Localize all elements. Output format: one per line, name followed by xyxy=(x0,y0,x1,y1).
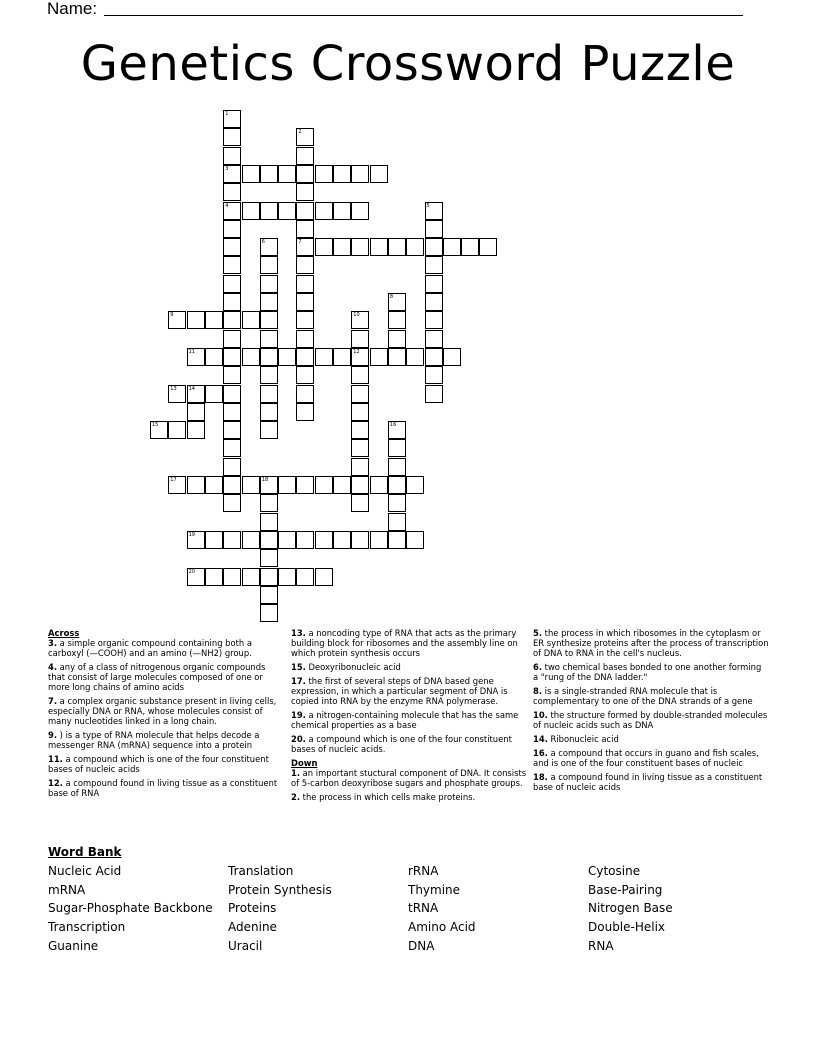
crossword-cell[interactable] xyxy=(150,421,168,439)
crossword-cell[interactable] xyxy=(425,293,443,311)
crossword-cell[interactable] xyxy=(425,220,443,238)
clue-text: Ribonucleic acid xyxy=(547,734,619,744)
word-bank-item: Transcription xyxy=(48,920,126,935)
crossword-cell[interactable] xyxy=(260,348,278,366)
clue-number: 18 xyxy=(261,477,269,483)
crossword-cell[interactable] xyxy=(296,183,314,201)
clue-number: 5. xyxy=(533,628,543,638)
crossword-cell[interactable] xyxy=(223,128,241,146)
crossword-cell[interactable] xyxy=(351,494,369,512)
crossword-cell[interactable] xyxy=(351,366,369,384)
name-label: Name: xyxy=(47,0,98,18)
word-bank-item: rRNA xyxy=(408,864,439,878)
crossword-cell[interactable] xyxy=(278,476,296,494)
clue-text: a compound found in living tissue as a constituent base of RNA xyxy=(48,778,278,798)
crossword-cell[interactable] xyxy=(461,238,479,256)
crossword-cell[interactable] xyxy=(223,256,241,274)
clue-number: 13 xyxy=(170,385,177,392)
clue-number: 19 xyxy=(188,531,195,538)
crossword-cell[interactable] xyxy=(260,238,278,256)
crossword-cell[interactable] xyxy=(168,385,186,403)
crossword-cell[interactable] xyxy=(296,220,314,238)
word-bank-item: Thymine xyxy=(408,882,461,897)
clues-column-3 xyxy=(533,628,769,796)
clue-text: a noncoding type of RNA that acts as the primary building block for ribosomes and the assembly line on which protein synthesis occurs xyxy=(291,628,518,658)
crossword-cell[interactable] xyxy=(296,403,314,421)
across-clue xyxy=(48,730,284,750)
crossword-cell[interactable] xyxy=(351,348,369,366)
clue-number: 18. xyxy=(533,772,548,782)
crossword-cell[interactable] xyxy=(333,238,351,256)
crossword-cell[interactable] xyxy=(425,330,443,348)
clue-number: 9. xyxy=(48,730,58,740)
crossword-cell[interactable] xyxy=(296,165,314,183)
crossword-cell[interactable] xyxy=(278,348,296,366)
crossword-cell[interactable] xyxy=(388,238,406,256)
clue-number: 3. xyxy=(48,638,58,648)
across-clue xyxy=(291,676,527,706)
crossword-cell[interactable] xyxy=(406,238,424,256)
clue-text: the process in which cells make proteins. xyxy=(300,792,476,802)
crossword-cell[interactable] xyxy=(315,165,333,183)
crossword-cell[interactable] xyxy=(351,531,369,549)
crossword-cell[interactable] xyxy=(223,147,241,165)
clue-text: a complex organic substance present in living cells, especially DNA or RNA, whose molecules consist of many nucleotides linked in a long chain. xyxy=(48,696,277,726)
crossword-cell[interactable] xyxy=(370,348,388,366)
clue-number: 10 xyxy=(353,312,360,319)
clue-number: 14. xyxy=(533,734,548,744)
crossword-cell[interactable] xyxy=(351,385,369,403)
crossword-cell[interactable] xyxy=(168,311,186,329)
crossword-cell[interactable] xyxy=(205,568,223,586)
crossword-cell[interactable] xyxy=(187,348,205,366)
word-bank-item: Amino Acid xyxy=(408,920,476,935)
clue-number: 12. xyxy=(48,778,63,788)
clue-number: 7 xyxy=(298,239,302,246)
word-bank-item: Nucleic Acid xyxy=(48,864,122,878)
across-clue xyxy=(291,662,527,672)
crossword-cell[interactable] xyxy=(187,421,205,439)
crossword-cell[interactable] xyxy=(351,311,369,329)
crossword-cell[interactable] xyxy=(260,165,278,183)
clue-text: the process in which ribosomes in the cytoplasm or ER synthesize proteins after the process of transcription of DNA to RNA in the cell's nucleus. xyxy=(533,628,769,658)
word-bank-item: DNA xyxy=(408,938,435,953)
crossword-cell[interactable] xyxy=(315,568,333,586)
down-clue xyxy=(291,792,527,802)
crossword-cell[interactable] xyxy=(315,348,333,366)
clue-number: 10. xyxy=(533,710,548,720)
crossword-cell[interactable] xyxy=(260,293,278,311)
crossword-cell[interactable] xyxy=(223,330,241,348)
crossword-cell[interactable] xyxy=(260,330,278,348)
crossword-cell[interactable] xyxy=(242,165,260,183)
clue-text: two chemical bases bonded to one another forming a "rung of the DNA ladder." xyxy=(533,662,762,682)
crossword-cell[interactable] xyxy=(351,421,369,439)
crossword-cell[interactable] xyxy=(388,476,406,494)
crossword-cell[interactable] xyxy=(315,202,333,220)
crossword-cell[interactable] xyxy=(187,403,205,421)
crossword-cell[interactable] xyxy=(223,421,241,439)
crossword-cell[interactable] xyxy=(425,275,443,293)
crossword-cell[interactable] xyxy=(187,476,205,494)
crossword-cell[interactable] xyxy=(296,568,314,586)
crossword-cell[interactable] xyxy=(278,531,296,549)
crossword-cell[interactable] xyxy=(333,348,351,366)
crossword-cell[interactable] xyxy=(242,476,260,494)
crossword-cell[interactable] xyxy=(351,202,369,220)
down-clue xyxy=(533,710,769,730)
crossword-cell[interactable] xyxy=(260,476,278,494)
crossword-cell[interactable] xyxy=(187,568,205,586)
crossword-cell[interactable] xyxy=(260,366,278,384)
word-bank-item: Guanine xyxy=(48,938,99,953)
crossword-cell[interactable] xyxy=(260,256,278,274)
crossword-cell[interactable] xyxy=(388,421,406,439)
word-bank-item: RNA xyxy=(588,938,614,953)
word-bank-item: Translation xyxy=(228,864,294,878)
crossword-cell[interactable] xyxy=(479,238,497,256)
crossword-cell[interactable] xyxy=(242,568,260,586)
across-clue xyxy=(291,734,527,754)
across-clue xyxy=(291,710,527,730)
crossword-cell[interactable] xyxy=(425,311,443,329)
crossword-cell[interactable] xyxy=(406,476,424,494)
crossword-cell[interactable] xyxy=(260,604,278,622)
word-bank-item: Base-Pairing xyxy=(588,882,663,897)
crossword-cell[interactable] xyxy=(296,311,314,329)
crossword-cell[interactable] xyxy=(406,531,424,549)
word-bank-item: Sugar-Phosphate Backbone xyxy=(48,901,213,916)
crossword-cell[interactable] xyxy=(260,385,278,403)
crossword-cell[interactable] xyxy=(205,311,223,329)
across-clue xyxy=(48,662,284,692)
clue-number: 20. xyxy=(291,734,306,744)
crossword-cell[interactable] xyxy=(296,293,314,311)
word-bank-title: Word Bank xyxy=(48,845,122,859)
crossword-cell[interactable] xyxy=(315,476,333,494)
crossword-cell[interactable] xyxy=(223,220,241,238)
crossword-cell[interactable] xyxy=(443,348,461,366)
clue-section-header: Across xyxy=(48,628,80,638)
down-clue xyxy=(533,734,769,744)
crossword-cell[interactable] xyxy=(296,531,314,549)
crossword-cell[interactable] xyxy=(388,330,406,348)
crossword-cell[interactable] xyxy=(388,494,406,512)
crossword-cell[interactable] xyxy=(351,403,369,421)
clue-text: any of a class of nitrogenous organic compounds that consist of large molecules composed of one or more long chains of amino acids xyxy=(48,662,266,692)
clue-text: a compound which is one of the four constituent bases of nucleic acids xyxy=(48,754,269,774)
clue-text: a compound which is one of the four constituent bases of nucleic acids. xyxy=(291,734,512,754)
clue-number: 2. xyxy=(291,792,301,802)
clue-text: a compound that occurs in guano and fish scales, and is one of the four constituent bases of nucleic xyxy=(533,748,759,768)
crossword-cell[interactable] xyxy=(351,458,369,476)
crossword-cell[interactable] xyxy=(370,238,388,256)
word-bank-item: mRNA xyxy=(48,882,86,897)
crossword-cell[interactable] xyxy=(223,293,241,311)
crossword-cell[interactable] xyxy=(425,385,443,403)
crossword-cell[interactable] xyxy=(351,165,369,183)
crossword-cell[interactable] xyxy=(351,330,369,348)
crossword-cell[interactable] xyxy=(388,458,406,476)
crossword-cell[interactable] xyxy=(187,531,205,549)
clue-number: 15. xyxy=(291,662,306,672)
crossword-cell[interactable] xyxy=(315,531,333,549)
word-bank-item: Cytosine xyxy=(588,864,641,878)
across-clue xyxy=(48,754,284,774)
crossword-cell[interactable] xyxy=(388,439,406,457)
crossword-cell[interactable] xyxy=(296,147,314,165)
clue-text: Deoxyribonucleic acid xyxy=(305,662,401,672)
clue-number: 17. xyxy=(291,676,306,686)
clue-number: 8. xyxy=(533,686,543,696)
crossword-cell[interactable] xyxy=(388,531,406,549)
crossword-cell[interactable] xyxy=(223,110,241,128)
word-bank-item: Double-Helix xyxy=(588,920,666,935)
crossword-cell[interactable] xyxy=(223,238,241,256)
crossword-cell[interactable] xyxy=(278,568,296,586)
clue-number: 6 xyxy=(261,239,265,246)
crossword-cell[interactable] xyxy=(296,385,314,403)
across-clue xyxy=(48,696,284,726)
crossword-cell[interactable] xyxy=(260,421,278,439)
crossword-cell[interactable] xyxy=(388,513,406,531)
crossword-cell[interactable] xyxy=(242,311,260,329)
clue-number: 11 xyxy=(188,348,195,355)
crossword-cell[interactable] xyxy=(443,238,461,256)
crossword-cell[interactable] xyxy=(370,476,388,494)
clue-number: 1 xyxy=(225,111,229,117)
crossword-cell[interactable] xyxy=(223,366,241,384)
crossword-cell[interactable] xyxy=(296,238,314,256)
crossword-cell[interactable] xyxy=(370,165,388,183)
crossword-cell[interactable] xyxy=(242,531,260,549)
page-title: Genetics Crossword Puzzle xyxy=(80,36,736,92)
crossword-cell[interactable] xyxy=(406,348,424,366)
crossword-cell[interactable] xyxy=(333,476,351,494)
crossword-cell[interactable] xyxy=(425,202,443,220)
clue-number: 7. xyxy=(48,696,58,706)
clue-number: 13. xyxy=(291,628,306,638)
word-bank-item: Adenine xyxy=(228,920,277,935)
clue-text: ) is a type of RNA molecule that helps decode a messenger RNA (mRNA) sequence into a protein xyxy=(48,730,260,750)
crossword-cell[interactable] xyxy=(425,366,443,384)
clue-number: 4. xyxy=(48,662,58,672)
crossword-cell[interactable] xyxy=(388,311,406,329)
crossword-cell[interactable] xyxy=(223,165,241,183)
clue-number: 3 xyxy=(225,165,229,172)
crossword-cell[interactable] xyxy=(223,202,241,220)
clue-text: an important stuctural component of DNA. It consists of 5-carbon deoxyribose sugars and phosphate groups. xyxy=(291,768,527,788)
crossword-cell[interactable] xyxy=(260,202,278,220)
clue-number: 16 xyxy=(389,422,397,429)
crossword-cell[interactable] xyxy=(223,385,241,403)
crossword-cell[interactable] xyxy=(425,238,443,256)
crossword-cell[interactable] xyxy=(187,385,205,403)
word-bank-item: Protein Synthesis xyxy=(228,882,332,897)
word-bank-item: tRNA xyxy=(408,901,439,916)
crossword-cell[interactable] xyxy=(260,275,278,293)
crossword-cell[interactable] xyxy=(223,439,241,457)
clue-number: 2 xyxy=(298,129,302,136)
crossword-cell[interactable] xyxy=(223,275,241,293)
word-bank-item: Nitrogen Base xyxy=(588,901,673,916)
crossword-cell[interactable] xyxy=(187,311,205,329)
crossword-cell[interactable] xyxy=(168,421,186,439)
crossword-cell[interactable] xyxy=(296,256,314,274)
clue-number: 20 xyxy=(188,568,195,575)
crossword-cell[interactable] xyxy=(260,513,278,531)
down-clue xyxy=(533,772,769,792)
across-clue xyxy=(291,628,527,658)
clue-number: 14 xyxy=(188,385,195,392)
crossword-cell[interactable] xyxy=(223,348,241,366)
crossword-cell[interactable] xyxy=(333,531,351,549)
crossword-cell[interactable] xyxy=(260,494,278,512)
clues-column-1 xyxy=(48,628,284,802)
crossword-cell[interactable] xyxy=(223,458,241,476)
crossword-cell[interactable] xyxy=(351,238,369,256)
clue-number: 4 xyxy=(225,202,229,209)
clue-number: 6. xyxy=(533,662,543,672)
crossword-cell[interactable] xyxy=(296,275,314,293)
crossword-cell[interactable] xyxy=(205,531,223,549)
crossword-cell[interactable] xyxy=(333,165,351,183)
crossword-cell[interactable] xyxy=(205,476,223,494)
clue-number: 16. xyxy=(533,748,548,758)
crossword-cell[interactable] xyxy=(260,549,278,567)
crossword-cell[interactable] xyxy=(425,348,443,366)
crossword-cell[interactable] xyxy=(278,202,296,220)
crossword-cell[interactable] xyxy=(223,403,241,421)
crossword-cell[interactable] xyxy=(296,128,314,146)
clue-number: 9 xyxy=(170,312,174,319)
crossword-cell[interactable] xyxy=(260,403,278,421)
clue-text: the first of several steps of DNA based gene expression, in which a particular segment of DNA is copied into RNA by the enzyme RNA polymerase. xyxy=(291,676,508,706)
crossword-cell[interactable] xyxy=(242,202,260,220)
down-clue xyxy=(533,662,769,682)
clue-text: the structure formed by double-stranded molecules of nucleic acids such as DNA xyxy=(533,710,768,730)
crossword-cell[interactable] xyxy=(223,568,241,586)
crossword-cell[interactable] xyxy=(351,476,369,494)
clue-text: is a single-stranded RNA molecule that is complementary to one of the DNA strands of a gene xyxy=(533,686,753,706)
crossword-cell[interactable] xyxy=(260,311,278,329)
clue-section-header: Down xyxy=(291,758,318,768)
crossword-cell[interactable] xyxy=(388,293,406,311)
clue-number: 17 xyxy=(170,477,177,483)
clue-number: 1. xyxy=(291,768,301,778)
down-clue xyxy=(533,628,769,658)
crossword-cell[interactable] xyxy=(223,311,241,329)
crossword-cell[interactable] xyxy=(296,476,314,494)
down-clue xyxy=(291,768,527,788)
clue-number: 19. xyxy=(291,710,306,720)
word-bank-item: Proteins xyxy=(228,901,277,916)
word-bank-item: Uracil xyxy=(228,938,263,953)
crossword-cell[interactable] xyxy=(223,494,241,512)
crossword-cell[interactable] xyxy=(425,256,443,274)
down-clue xyxy=(533,686,769,706)
clue-text: a simple organic compound containing both a carboxyl (—COOH) and an amino (—NH2) group. xyxy=(48,638,252,658)
crossword-cell[interactable] xyxy=(260,586,278,604)
crossword-cell[interactable] xyxy=(333,202,351,220)
crossword-cell[interactable] xyxy=(242,348,260,366)
clue-number: 11. xyxy=(48,754,63,764)
crossword-cell[interactable] xyxy=(296,366,314,384)
clue-text: a compound found in living tissue as a constituent base of nucleic acids xyxy=(533,772,763,792)
clue-text: a nitrogen-containing molecule that has the same chemical properties as a base xyxy=(291,710,519,730)
across-clue xyxy=(48,778,284,798)
crossword-cell[interactable] xyxy=(370,531,388,549)
crossword-cell[interactable] xyxy=(278,165,296,183)
across-clue xyxy=(48,638,284,658)
clue-number: 8 xyxy=(389,294,394,300)
clues-column-2 xyxy=(291,628,527,806)
crossword-cell[interactable] xyxy=(351,439,369,457)
crossword-cell[interactable] xyxy=(260,568,278,586)
crossword-cell[interactable] xyxy=(168,476,186,494)
crossword-cell[interactable] xyxy=(223,476,241,494)
crossword-cell[interactable] xyxy=(296,330,314,348)
clue-number: 15 xyxy=(152,422,159,429)
crossword-cell[interactable] xyxy=(260,531,278,549)
crossword-cell[interactable] xyxy=(388,348,406,366)
crossword-cell[interactable] xyxy=(223,531,241,549)
crossword-cell[interactable] xyxy=(205,385,223,403)
clue-number: 12 xyxy=(353,348,360,355)
crossword-cell[interactable] xyxy=(315,238,333,256)
crossword-cell[interactable] xyxy=(223,183,241,201)
crossword-cell[interactable] xyxy=(296,202,314,220)
clue-number: 5 xyxy=(426,202,430,209)
crossword-cell[interactable] xyxy=(296,348,314,366)
down-clue xyxy=(533,748,769,768)
crossword-cell[interactable] xyxy=(205,348,223,366)
